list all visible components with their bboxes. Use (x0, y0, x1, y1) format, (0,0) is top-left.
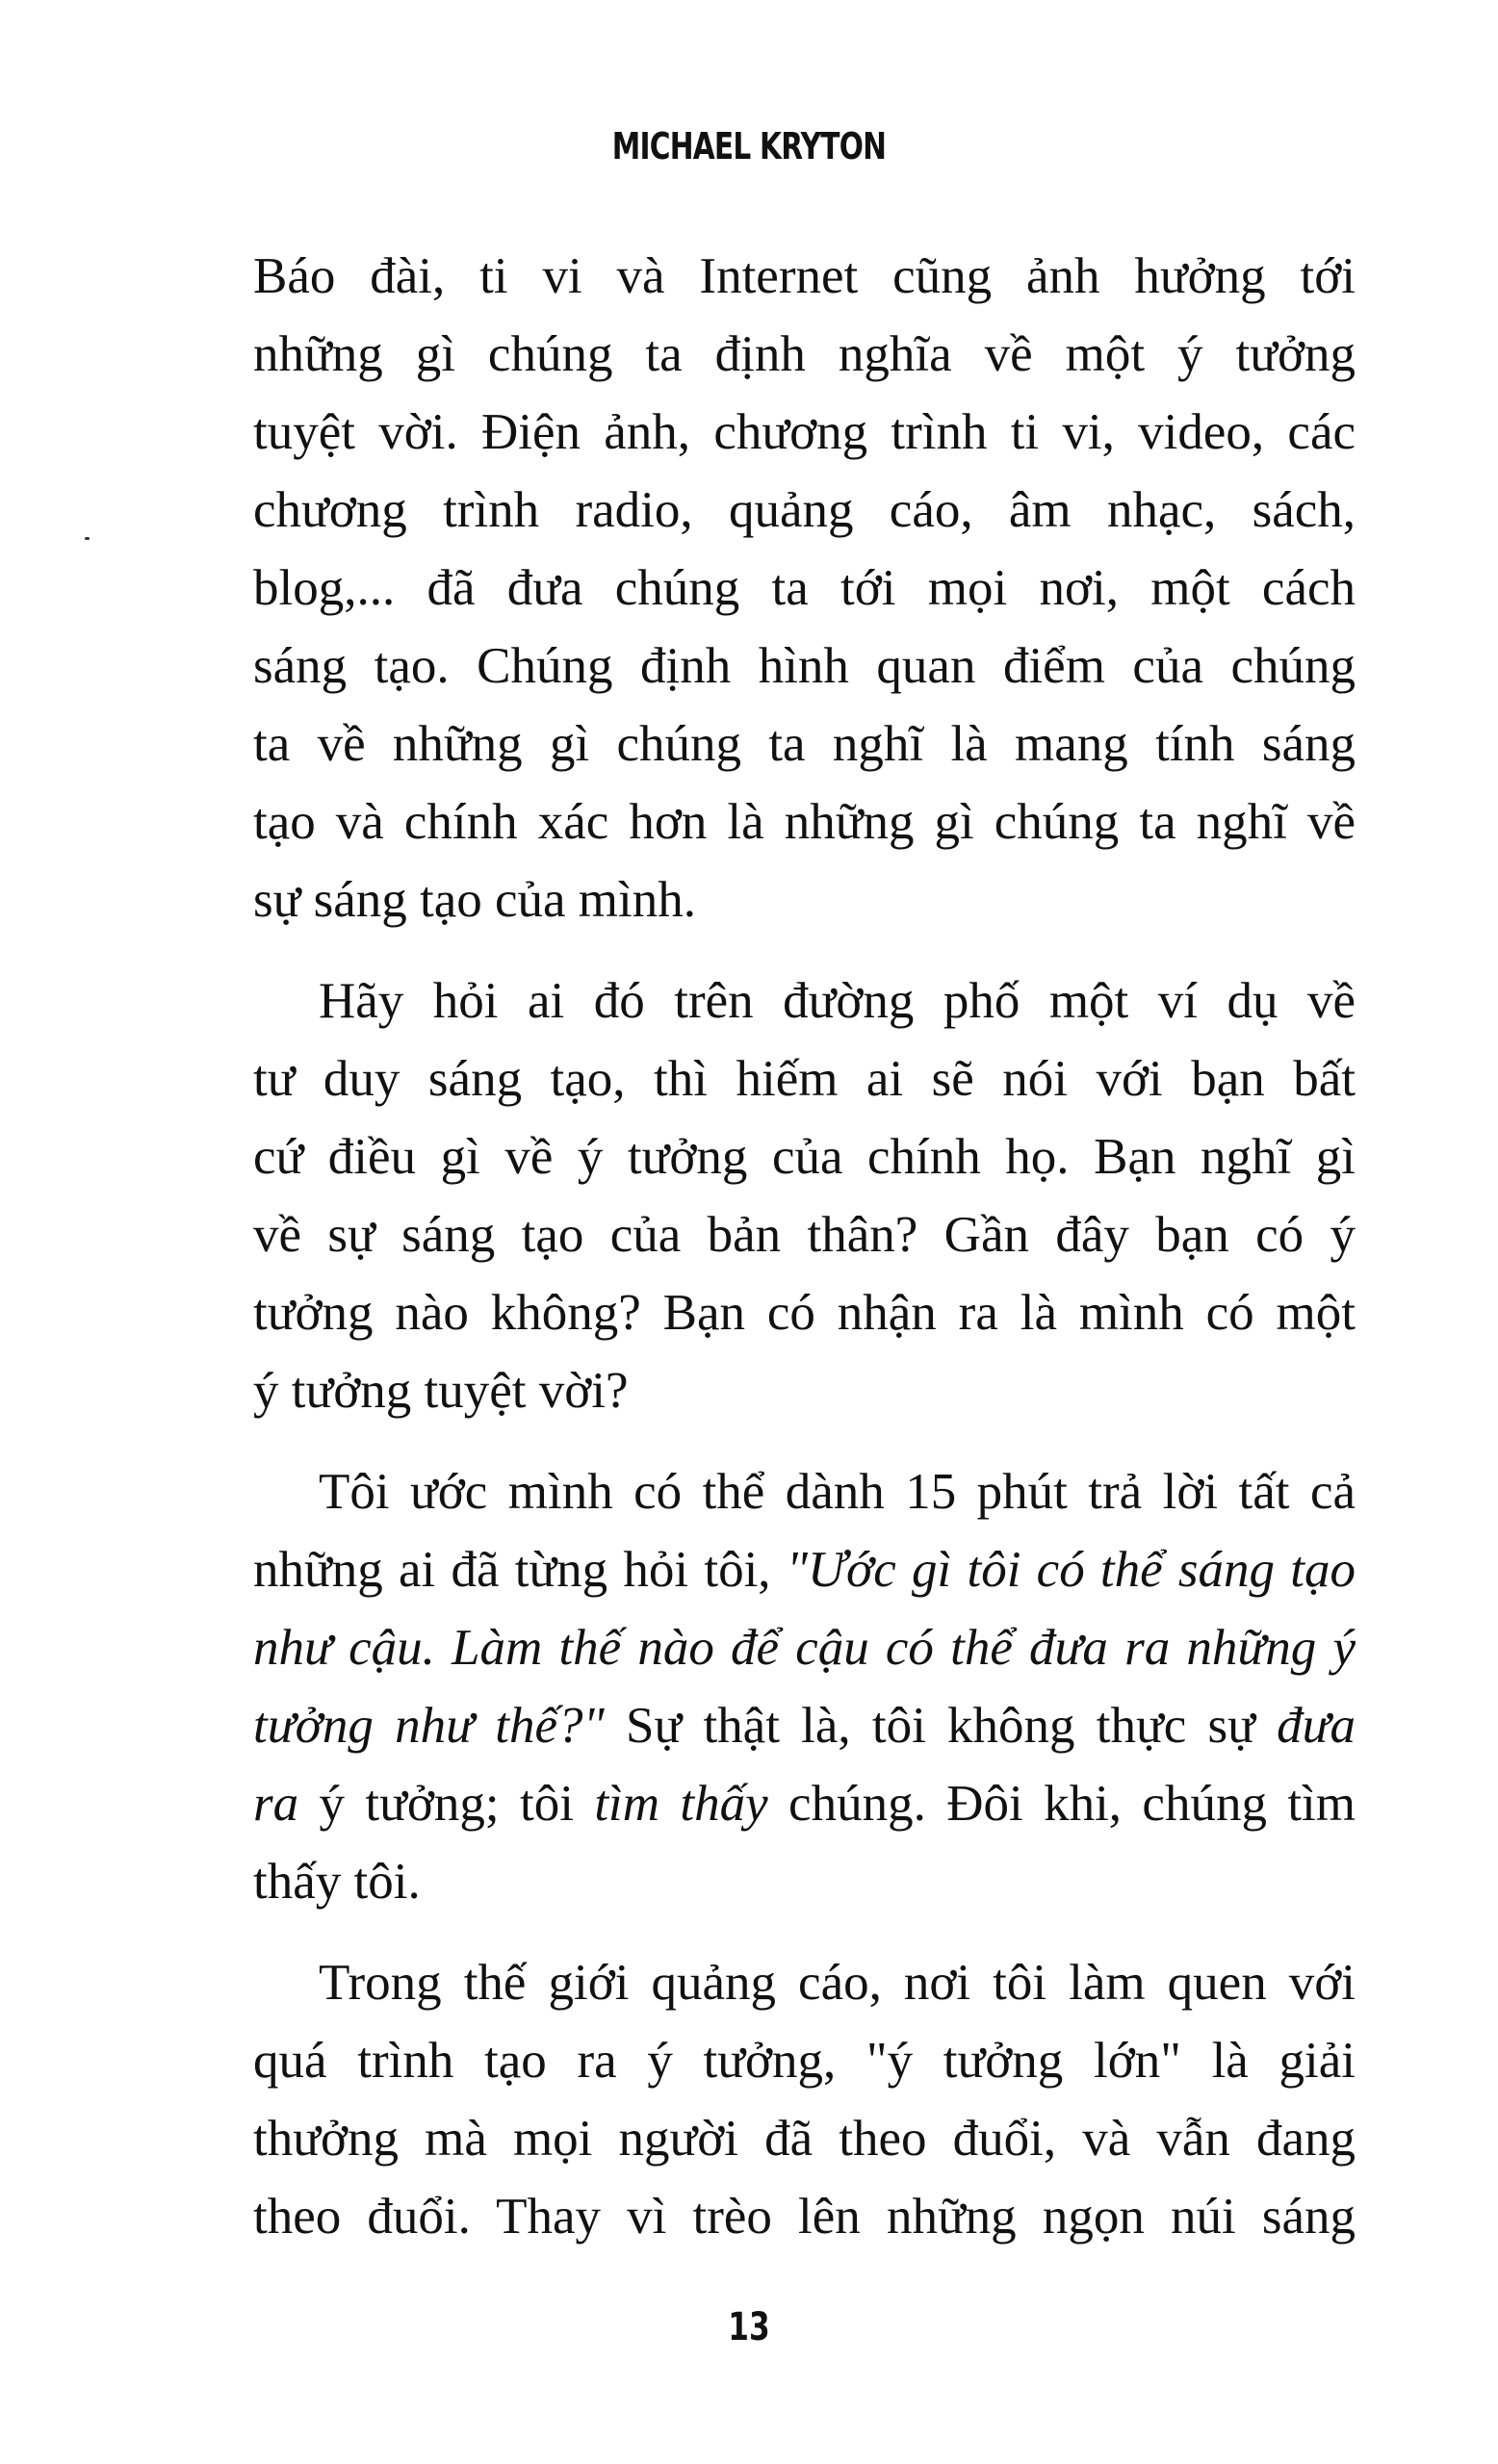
text-line: thưởng mà mọi người đã theo đuổi, và vẫn đang (253, 2111, 1356, 2167)
text-line (253, 1687, 1356, 1765)
text-line (253, 1531, 1356, 1609)
text-line: chương trình radio, quảng cáo, âm nhạc, sách, (253, 482, 1356, 538)
quoted-italic-text: tưởng như thế?" (253, 1698, 605, 1754)
text-run: ý tưởng; tôi (298, 1776, 595, 1832)
text-line: blog,... đã đưa chúng ta tới mọi nơi, một cách (253, 560, 1356, 616)
text-run: chúng. Đôi khi, chúng tìm (767, 1776, 1356, 1832)
text-line: Trong thế giới quảng cáo, nơi tôi làm quen với (319, 1955, 1356, 2011)
italic-emphasis: ra (253, 1776, 299, 1832)
text-run: những ai đã từng hỏi tôi, (253, 1542, 787, 1598)
text-line: những gì chúng ta định nghĩa về một ý tưởng (253, 326, 1356, 382)
text-line: quá trình tạo ra ý tưởng, "ý tưởng lớn" là giải (253, 2033, 1356, 2089)
text-line: sự sáng tạo của mình. (253, 872, 696, 928)
text-line (253, 1609, 1356, 1687)
text-line: ta về những gì chúng ta nghĩ là mang tính sáng (253, 716, 1356, 772)
text-line: tuyệt vời. Điện ảnh, chương trình ti vi, video, các (253, 404, 1356, 460)
quoted-italic-text: như cậu. Làm thế nào để cậu có thể đưa ra những ý (253, 1620, 1356, 1676)
text-line: Hãy hỏi ai đó trên đường phố một ví dụ về (319, 973, 1356, 1029)
text-line: cứ điều gì về ý tưởng của chính họ. Bạn nghĩ gì (253, 1129, 1356, 1185)
text-line: tư duy sáng tạo, thì hiếm ai sẽ nói với bạn bất (253, 1051, 1356, 1107)
text-line: theo đuổi. Thay vì trèo lên những ngọn núi sáng (253, 2189, 1356, 2245)
running-head: MICHAEL KRYTON (611, 125, 887, 167)
text-run: Sự thật là, tôi không thực sự (604, 1698, 1278, 1754)
paragraph-4 (253, 1944, 1356, 2256)
text-line: thấy tôi. (253, 1854, 421, 1910)
body-text (253, 238, 1356, 2279)
text-line: tạo và chính xác hơn là những gì chúng ta nghĩ về (253, 794, 1356, 850)
paragraph-1 (253, 238, 1356, 939)
paragraph-3 (253, 1453, 1356, 1921)
scan-speck (85, 537, 90, 540)
text-line: tưởng nào không? Bạn có nhận ra là mình có một (253, 1285, 1356, 1341)
quoted-italic-text: "Ước gì tôi có thể sáng tạo (786, 1542, 1356, 1598)
text-line: ý tưởng tuyệt vời? (253, 1363, 629, 1419)
text-line: Tôi ước mình có thể dành 15 phút trả lời tất cả (319, 1464, 1356, 1520)
italic-emphasis: tìm thấy (594, 1776, 768, 1832)
paragraph-2 (253, 962, 1356, 1430)
page-number: 13 (728, 2305, 770, 2349)
text-line: về sự sáng tạo của bản thân? Gần đây bạn có ý (253, 1207, 1356, 1263)
text-line (253, 1765, 1356, 1843)
text-line: sáng tạo. Chúng định hình quan điểm của chúng (253, 638, 1356, 694)
text-line: Báo đài, ti vi và Internet cũng ảnh hưởng tới (253, 248, 1356, 304)
italic-emphasis: đưa (1277, 1698, 1356, 1754)
